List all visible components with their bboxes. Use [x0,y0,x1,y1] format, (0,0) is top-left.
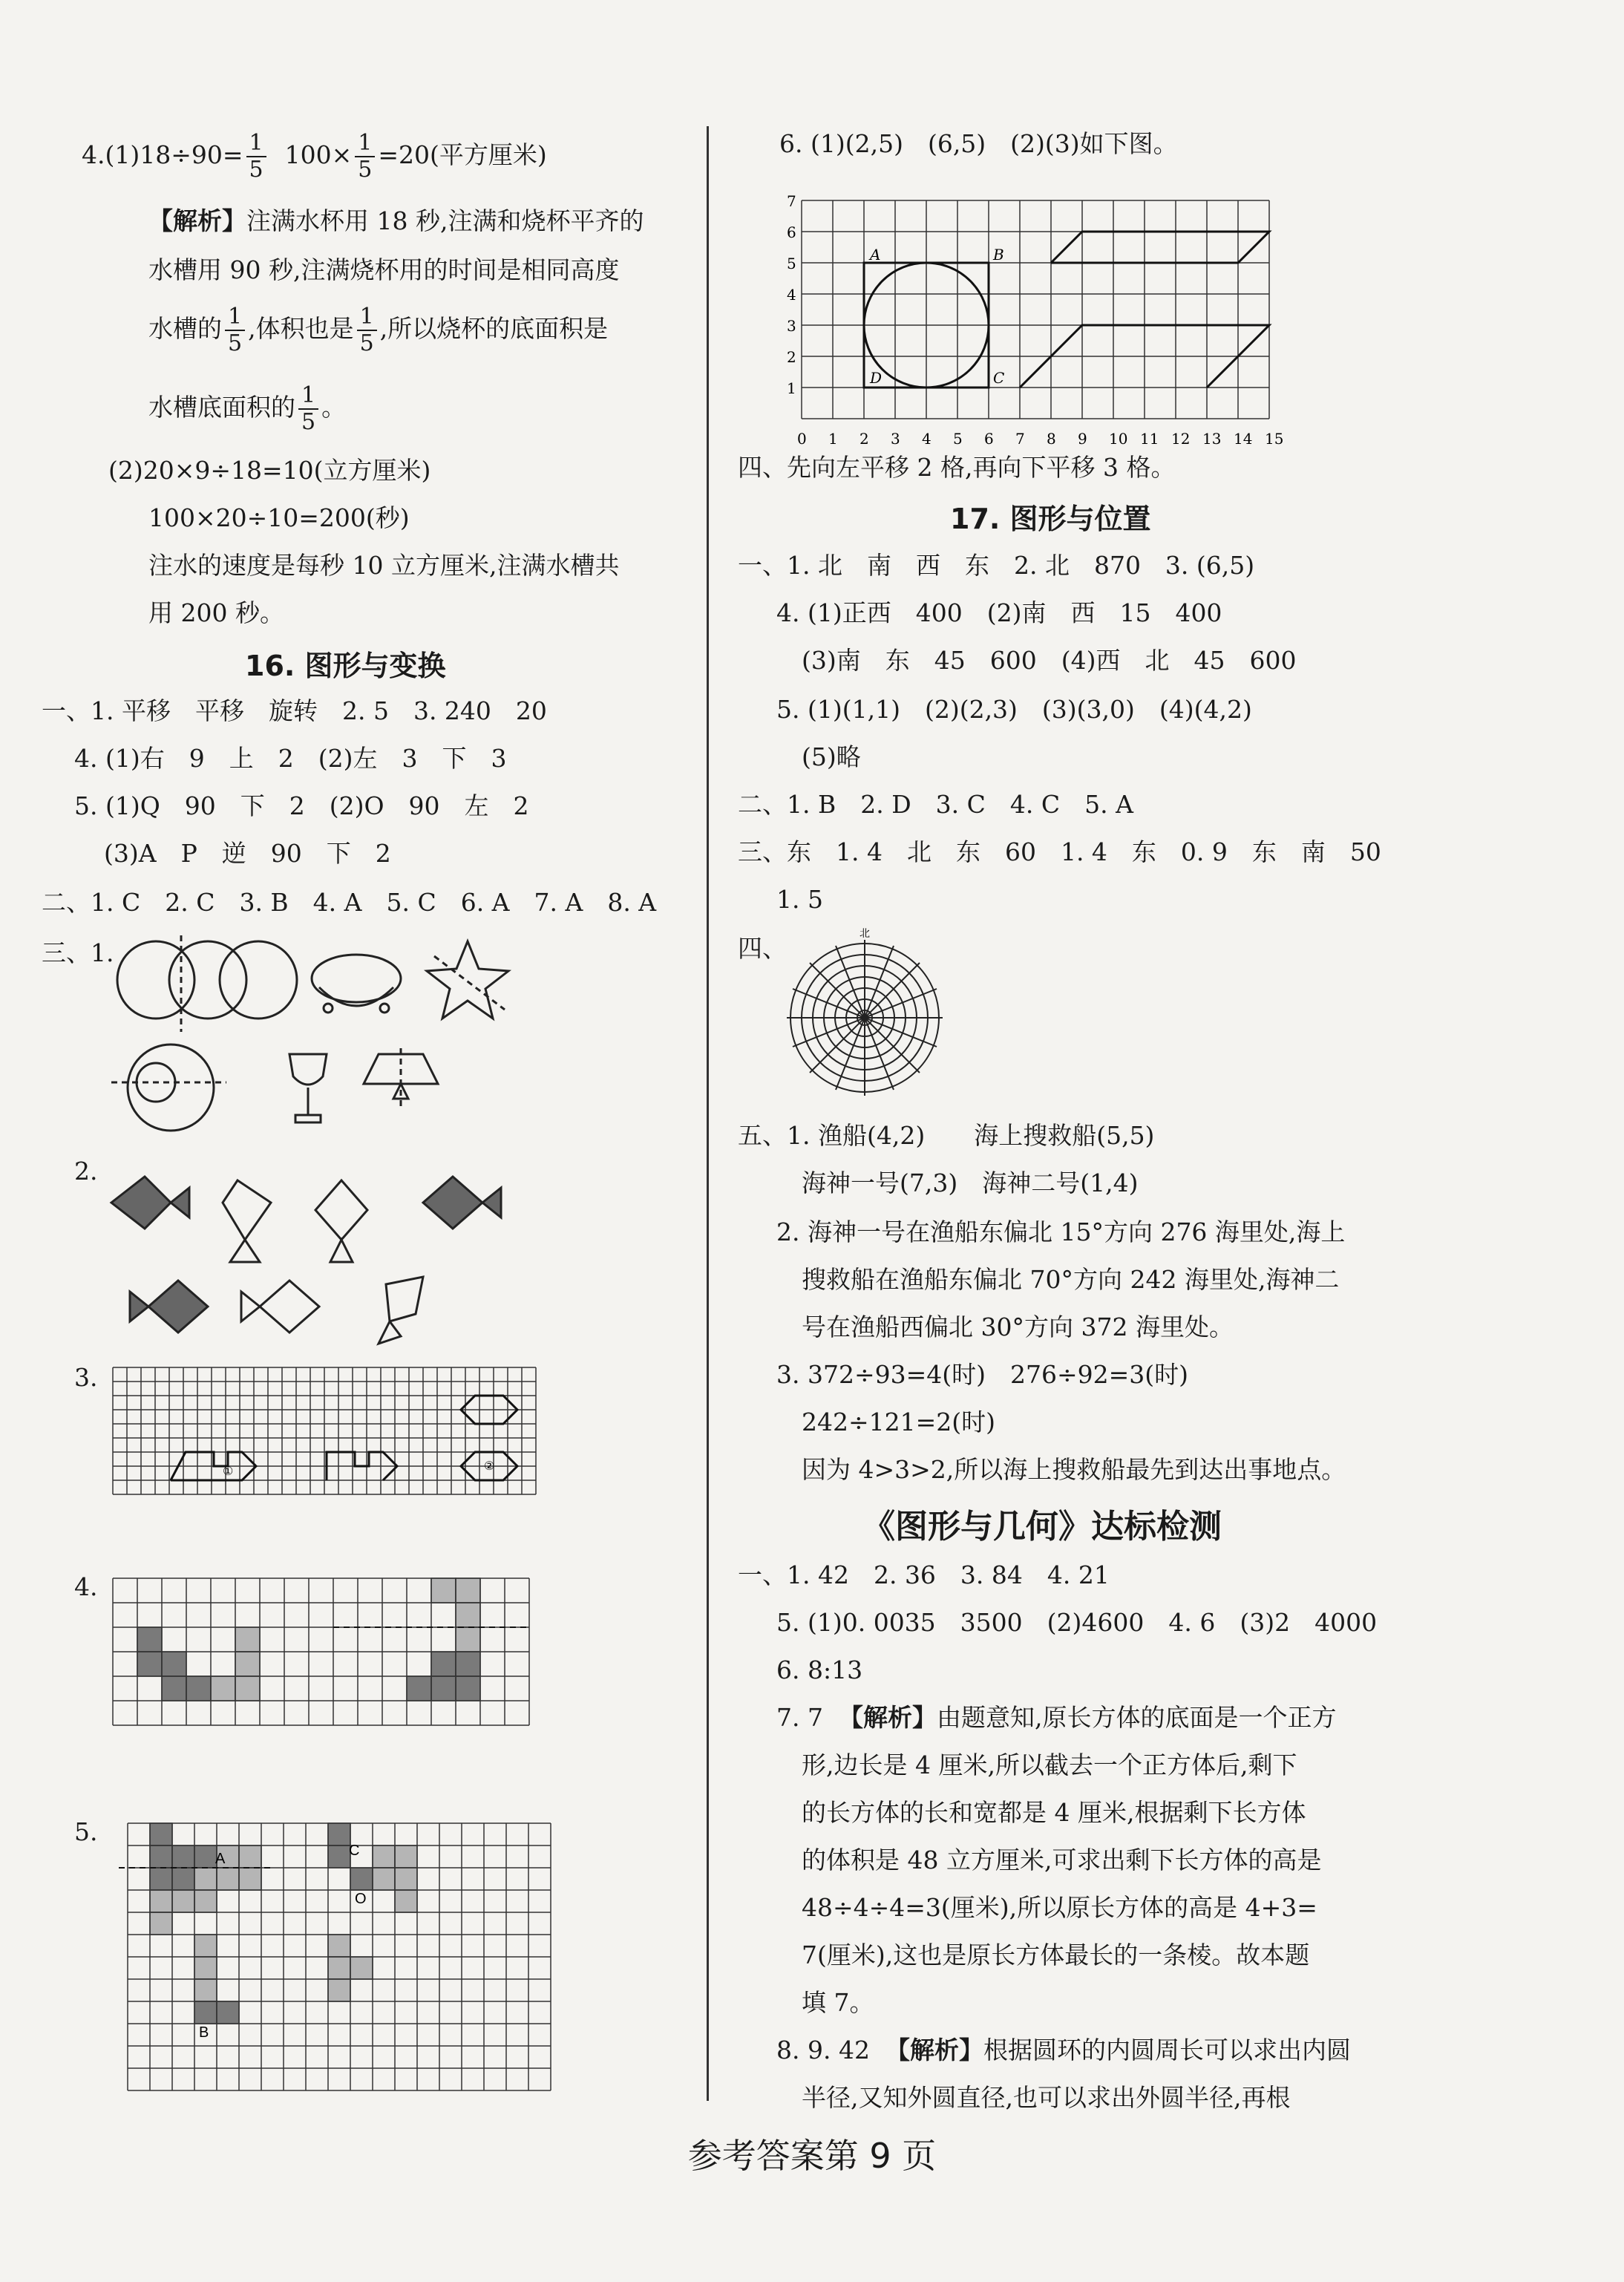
parallelogram [1051,232,1269,263]
answer-line: 5. (1)0. 0035 3500 (2)4600 4. 6 (3)2 4000 [776,1608,1378,1637]
point-label: B [199,2024,209,2041]
shaded-cell [150,1845,172,1868]
answer-line: 二、1. B 2. D 3. C 4. C 5. A [738,790,1133,819]
answer-line: 用 200 秒。 [148,598,284,627]
transform-grid [126,1822,564,2089]
fish-shape [423,1177,482,1229]
answer-line: (3)A P 逆 90 下 2 [104,839,391,868]
fraction: $\frac{1}{5}$ [246,131,266,183]
y-tick-label: 2 [787,348,796,366]
shaded-cell [172,1890,194,1912]
shaded-cell [456,1676,480,1701]
shaded-cell [150,1868,172,1890]
rotation-grid [111,1577,557,1748]
bowl-shape [312,955,401,1002]
answer-line: 一、1. 北 南 西 东 2. 北 870 3. (6,5) [738,551,1255,580]
polar-diagram [779,925,957,1103]
shaded-cell [373,1868,395,1890]
shaded-cell [150,1823,172,1845]
fish-tail [171,1188,189,1217]
shaded-cell [373,1845,395,1868]
test-title: 《图形与几何》达标检测 [862,1508,1222,1546]
x-tick-label: 7 [1015,430,1025,448]
fraction: $\frac{1}{5}$ [225,304,245,356]
shaded-cell [456,1652,480,1676]
answer-line: 海神一号(7,3) 海神二号(1,4) [802,1168,1139,1197]
shaded-cell [186,1676,211,1701]
answer-line: (5)略 [802,742,861,771]
answer-line: 四、先向左平移 2 格,再向下平移 3 格。 [738,453,1176,482]
shaded-cell [456,1578,480,1603]
answer-line: 5. [74,1817,98,1846]
x-tick-label: 4 [922,430,931,448]
answer-line: 3. [74,1363,98,1392]
shaded-cell [217,1868,239,1890]
shaded-cell [395,1868,417,1890]
point-label: A [215,1851,226,1867]
shaded-cell [172,1845,194,1868]
fish-shape [260,1281,319,1333]
shaded-cell [194,1868,217,1890]
answer-line: 的体积是 48 立方厘米,可求出剩下长方体的高是 [802,1845,1322,1874]
shaded-cell [217,2001,239,2024]
shaded-cell [235,1627,260,1652]
fish-shape [223,1180,271,1240]
cup-base [295,1115,321,1122]
x-tick-label: 6 [984,430,994,448]
answer-line: 5. (1)(1,1) (2)(2,3) (3)(3,0) (4)(4,2) [776,695,1252,724]
shaded-cell [350,1957,373,1979]
y-tick-label: 7 [787,192,796,210]
point-label: A [870,246,881,264]
answer-line: 三、东 1. 4 北 东 60 1. 4 东 0. 9 东 南 50 [738,837,1381,866]
explanation-line: 水槽的 $\frac{1}{5}$ ,体积也是 $\frac{1}{5}$ ,所以烧杯的底面积是 [148,304,609,356]
point-label: B [993,246,1004,264]
answer-line: 8. 9. 42 【解析】根据圆环的内圆周长可以求出内圆 [776,2036,1351,2064]
shaded-cell [150,1890,172,1912]
answer-line: 号在渔船西偏北 30°方向 372 海里处。 [802,1312,1234,1341]
explanation-line: 水槽用 90 秒,注满烧杯用的时间是相同高度 [148,255,620,284]
fraction: $\frac{1}{5}$ [355,131,375,183]
fish-tail [379,1321,401,1344]
answer-line: 1. 5 [776,885,823,914]
shaded-cell [194,1845,217,1868]
circle-shape [128,1044,214,1131]
shaded-cell [162,1676,186,1701]
ring-circle [220,941,297,1019]
fish-shape [148,1281,208,1333]
answer-line: 填 7。 [802,1988,874,2017]
north-label: 北 [860,928,870,940]
x-tick-label: 14 [1234,430,1253,448]
y-tick-label: 1 [787,379,796,397]
shaded-cell [150,1912,172,1935]
x-tick-label: 13 [1202,430,1222,448]
shaded-cell [328,1823,350,1845]
shaded-cell [194,1957,217,1979]
answer-line: 的长方体的长和宽都是 4 厘米,根据剩下长方体 [802,1798,1306,1827]
y-tick-label: 5 [787,255,796,272]
shaded-cell [407,1676,431,1701]
answer-line: 形,边长是 4 厘米,所以截去一个正方体后,剩下 [802,1750,1297,1779]
answer-line: 7(厘米),这也是原长方体最长的一条棱。故本题 [802,1941,1310,1969]
page-footer: 参考答案第 9 页 [687,2136,937,2176]
answer-line: 2. [74,1157,98,1186]
x-tick-label: 12 [1171,430,1191,448]
column-divider [707,126,709,2101]
shaded-cell [328,1935,350,1957]
shaded-cell [239,1868,261,1890]
point-label: D [870,369,883,387]
x-tick-label: 0 [797,430,807,448]
shaded-cell [395,1890,417,1912]
shaded-cell [431,1676,456,1701]
point-label: C [349,1843,360,1859]
section-17-title: 17. 图形与位置 [950,503,1151,535]
shaded-cell [395,1845,417,1868]
answer-line: 一、1. 42 2. 36 3. 84 4. 21 [738,1560,1110,1589]
x-tick-label: 5 [953,430,963,448]
fish-tail [230,1240,260,1262]
shaded-cell [328,1845,350,1868]
cup-shape [289,1054,327,1085]
bowl-foot [380,1004,389,1013]
shaded-cell [456,1603,480,1627]
answer-line: 2. 海神一号在渔船东偏北 15°方向 276 海里处,海上 [776,1217,1346,1246]
shaded-cell [194,1979,217,2001]
y-tick-label: 3 [787,317,796,335]
region-label: ② [484,1459,495,1473]
shaded-cell [431,1652,456,1676]
answer-line: 半径,又知外圆直径,也可以求出外圆半径,再根 [802,2083,1291,2112]
shaded-cell [194,1935,217,1957]
fraction: $\frac{1}{5}$ [298,383,318,435]
fraction: $\frac{1}{5}$ [357,304,377,356]
answer-line: 48÷4÷4=3(厘米),所以原长方体的高是 4+3= [802,1893,1317,1922]
shaded-cell [162,1652,186,1676]
answer-line: 二、1. C 2. C 3. B 4. A 5. C 6. A 7. A 8. A [42,888,657,917]
shaded-cell [239,1845,261,1868]
answer-line: 3. 372÷93=4(时) 276÷92=3(时) [776,1360,1189,1389]
explanation-line: 水槽底面积的 $\frac{1}{5}$ 。 [148,382,347,435]
bowl-foot [324,1004,333,1013]
shaded-cell [137,1652,162,1676]
fish-shape [386,1277,423,1321]
shaded-cell [194,1890,217,1912]
answer-line: 100×20÷10=200(秒) [148,503,410,532]
shaded-cell [328,1957,350,1979]
answer-line: 4. [74,1572,98,1601]
answer-line: 4. (1)右 9 上 2 (2)左 3 下 3 [74,744,507,773]
y-tick-label: 4 [787,286,796,304]
point-label: O [355,1891,367,1907]
shaded-cell [456,1627,480,1652]
coordinate-grid [787,186,1291,448]
answer-line: 7. 7 【解析】由题意知,原长方体的底面是一个正方 [776,1703,1337,1732]
region-label: ① [223,1464,234,1478]
shaded-cell [328,1979,350,2001]
answer-line: 注水的速度是每秒 10 立方厘米,注满水槽共 [148,551,620,580]
fish-tail [330,1240,353,1262]
x-tick-label: 8 [1047,430,1056,448]
answer-line: 五、1. 渔船(4,2) 海上搜救船(5,5) [738,1121,1155,1150]
x-tick-label: 2 [860,430,869,448]
star-shape [427,941,508,1019]
symmetry-figures [104,921,520,1136]
x-tick-label: 9 [1078,430,1087,448]
fish-figures [104,1158,520,1351]
fish-tail [130,1292,148,1321]
shaded-cell [431,1578,456,1603]
x-tick-label: 1 [828,430,838,448]
answer-line: 6. (1)(2,5) (6,5) (2)(3)如下图。 [779,129,1178,158]
answer-line: 4. (1)正西 400 (2)南 西 15 400 [776,598,1222,627]
y-tick-label: 6 [787,223,796,241]
answer-line: 搜救船在渔船东偏北 70°方向 242 海里处,海神二 [802,1265,1340,1294]
ring-circle [117,941,194,1019]
answer-line: 四、 [738,934,787,963]
section-16-title: 16. 图形与变换 [245,650,446,682]
q4-part1-line: 4.(1)18÷90= $\frac{1}{5}$ 100× $\frac{1}{5}$ =20(平方厘米) [82,130,547,183]
fish-tail [482,1188,501,1217]
point-label: C [993,369,1005,387]
translation-grid [111,1366,557,1514]
answer-line: 6. 8:13 [776,1655,863,1684]
answer-line: (3)南 东 45 600 (4)西 北 45 600 [802,646,1297,675]
shaded-cell [172,1868,194,1890]
shaded-cell [211,1676,235,1701]
x-tick-label: 15 [1265,430,1284,448]
explanation-line: 【解析】注满水杯用 18 秒,注满和烧杯平齐的 [148,206,644,235]
shaded-cell [235,1676,260,1701]
x-tick-label: 10 [1109,430,1128,448]
answer-line: 242÷121=2(时) [802,1408,996,1436]
fish-shape [315,1180,367,1240]
x-tick-label: 11 [1140,430,1159,448]
fish-shape [111,1177,171,1229]
shaded-cell [137,1627,162,1652]
fish-tail [241,1292,260,1321]
shaded-cell [350,1868,373,1890]
x-tick-label: 3 [891,430,900,448]
answer-line: 因为 4>3>2,所以海上搜救船最先到达出事地点。 [802,1455,1346,1484]
answer-line: 三、1. [42,938,114,967]
answer-line: (2)20×9÷18=10(立方厘米) [108,456,431,485]
shaded-cell [194,2001,217,2024]
answer-line: 一、1. 平移 平移 旋转 2. 5 3. 240 20 [42,696,547,725]
answer-line: 5. (1)Q 90 下 2 (2)O 90 左 2 [74,791,529,820]
shaded-cell [235,1652,260,1676]
